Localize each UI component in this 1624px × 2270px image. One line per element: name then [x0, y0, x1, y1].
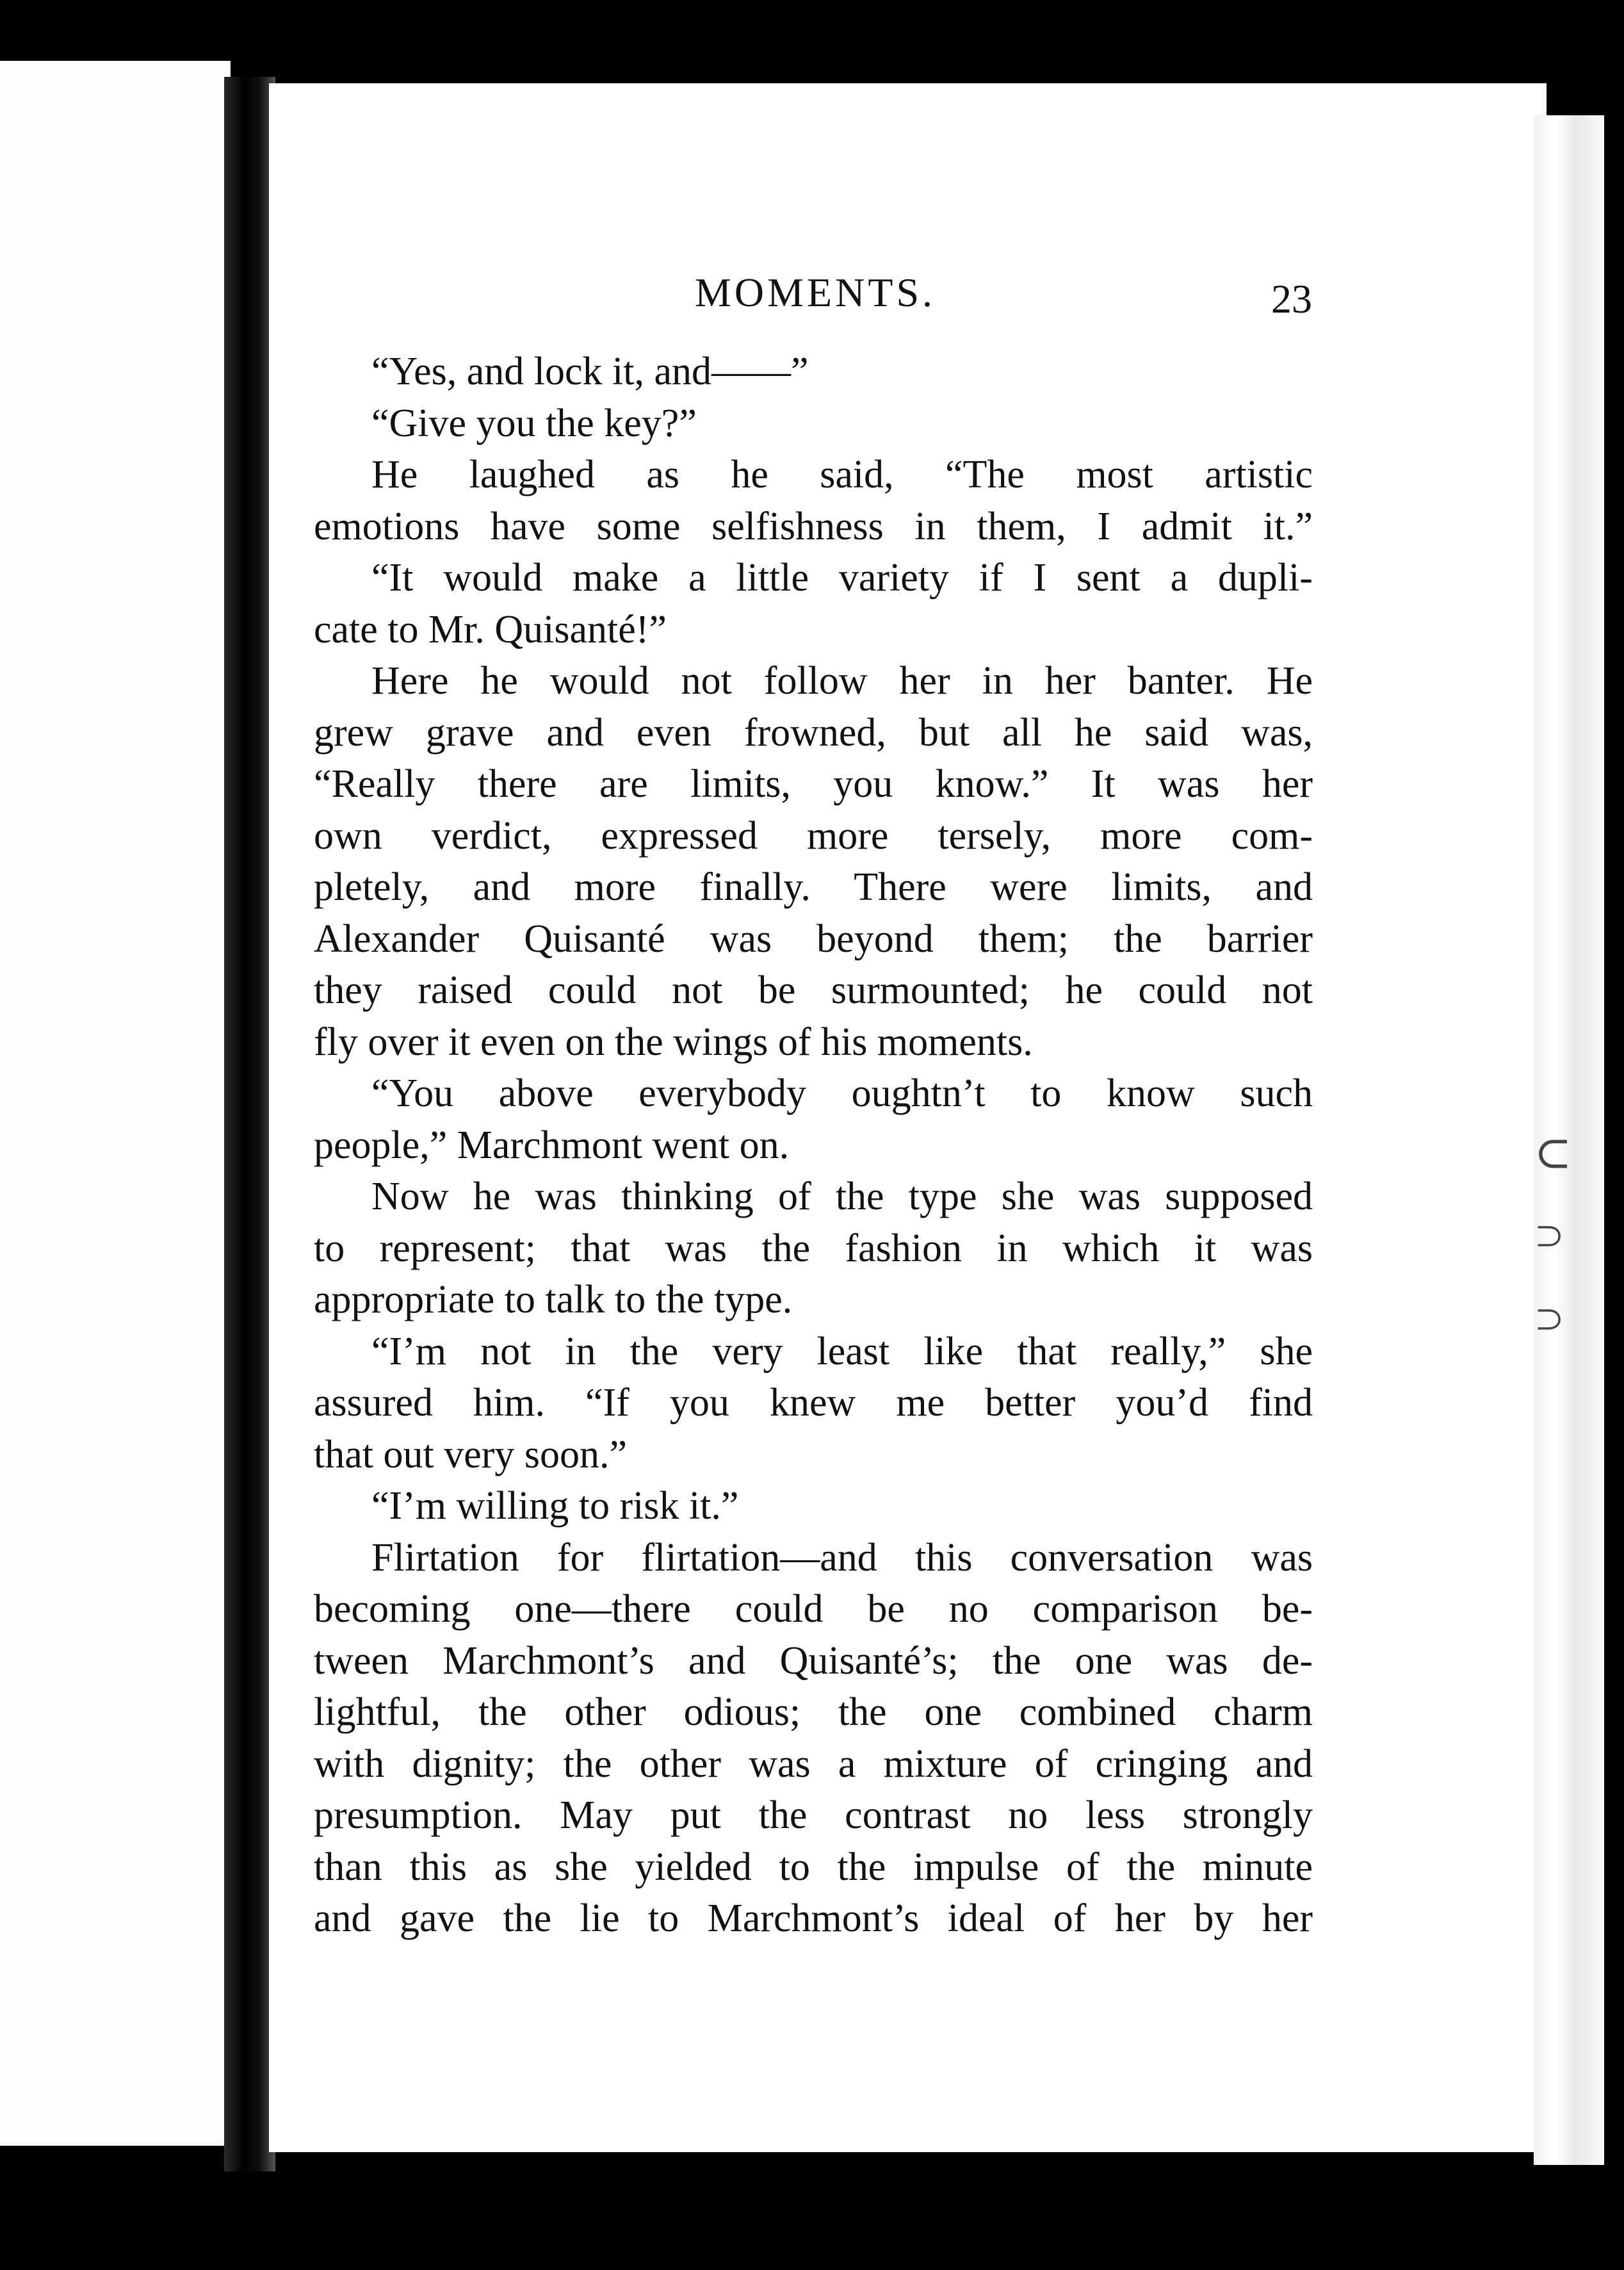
text-line: appropriate to talk to the type.: [314, 1278, 793, 1321]
running-head: MOMENTS.: [695, 270, 936, 315]
text-line: “It would make a little variety if I sent a dupli-: [371, 556, 1313, 600]
text-line: lightful, the other odious; the one combined charm: [314, 1690, 1313, 1734]
text-line: to represent; that was the fashion in which it was: [314, 1226, 1313, 1270]
text-line: He laughed as he said, “The most artistic: [371, 453, 1313, 496]
text-line: “Give you the key?”: [371, 401, 697, 445]
text-line: Flirtation for flirtation—and this conversation was: [371, 1535, 1313, 1580]
text-line: Here he would not follow her in her banter. He: [371, 659, 1313, 703]
text-line: presumption. May put the contrast no less strongly: [314, 1793, 1313, 1837]
text-line: “You above everybody oughtn’t to know such: [371, 1072, 1313, 1115]
text-line: Now he was thinking of the type she was supposed: [371, 1175, 1313, 1218]
text-line: Alexander Quisanté was beyond them; the barrier: [314, 917, 1313, 961]
edge-mark: ∩: [1527, 1303, 1577, 1336]
text-line: emotions have some selfishness in them, I admit it.”: [314, 504, 1313, 548]
text-line: than this as she yielded to the impulse of the minute: [314, 1845, 1313, 1889]
text-line: tween Marchmont’s and Quisanté’s; the one was de-: [314, 1638, 1313, 1683]
text-line: grew grave and even frowned, but all he said was,: [314, 710, 1313, 755]
text-line: fly over it even on the wings of his moments.: [314, 1020, 1033, 1064]
text-line: “Really there are limits, you know.” It was her: [314, 762, 1313, 806]
text-line: cate to Mr. Quisanté!”: [314, 607, 667, 651]
text-line: they raised could not be surmounted; he could not: [314, 968, 1313, 1012]
text-line: “I’m not in the very least like that really,” she: [371, 1329, 1313, 1373]
text-line: assured him. “If you knew me better you’d find: [314, 1381, 1313, 1425]
text-line: that out very soon.”: [314, 1432, 628, 1476]
text-line: with dignity; the other was a mixture of cringing and: [314, 1742, 1313, 1786]
gutter-shadow: [224, 77, 275, 2171]
body-text: [314, 346, 1313, 1945]
text-line: people,” Marchmont went on.: [314, 1123, 790, 1167]
text-line: “Yes, and lock it, and——”: [371, 350, 809, 393]
page-number: 23: [1271, 276, 1312, 322]
edge-mark: ∪: [1529, 1135, 1579, 1173]
text-line: own verdict, expressed more tersely, more com-: [314, 813, 1313, 858]
edge-mark: ∩: [1527, 1220, 1577, 1253]
left-page: [0, 61, 231, 2146]
text-line: pletely, and more finally. There were limits, and: [314, 865, 1313, 909]
text-line: “I’m willing to risk it.”: [371, 1484, 739, 1528]
text-line: and gave the lie to Marchmont’s ideal of her by her: [314, 1897, 1313, 1940]
text-line: becoming one—there could be no comparison be-: [314, 1587, 1313, 1631]
